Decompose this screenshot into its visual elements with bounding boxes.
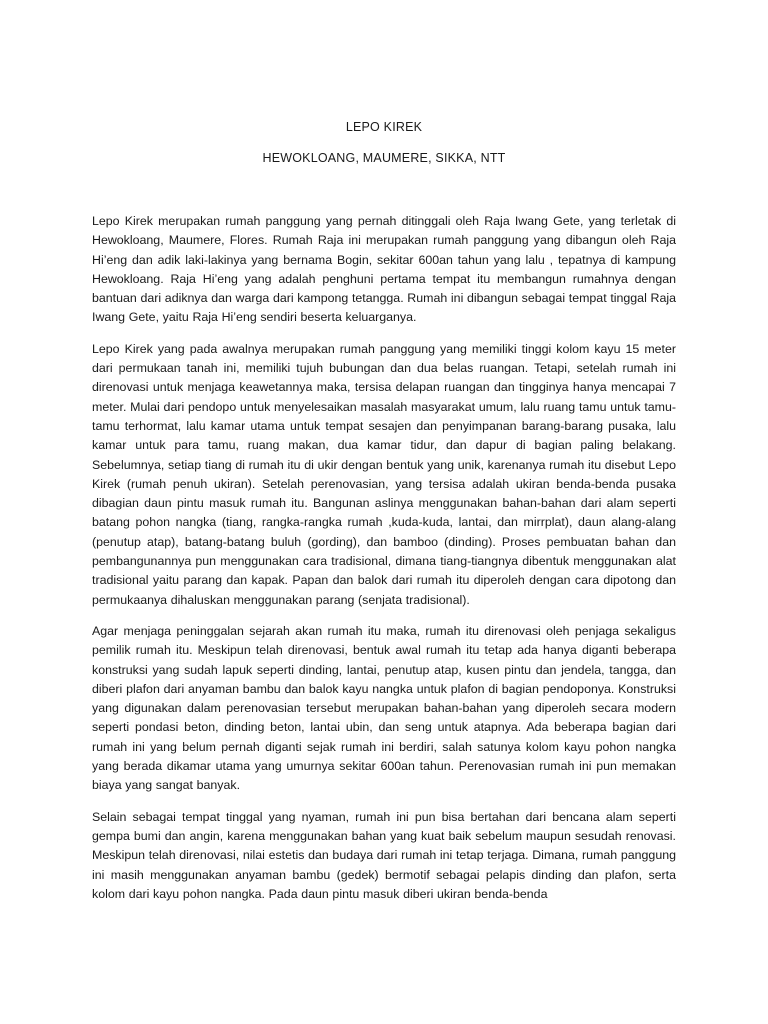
paragraph-4: Selain sebagai tempat tinggal yang nyaman, rumah ini pun bisa bertahan dari bencana alam seperti gempa bumi dan angin, karena menggunakan bahan yang kuat baik sebelum maupun sesudah renovasi. Meskipun telah direnovasi, nilai estetis dan budaya dari rumah ini tetap terjaga. Dimana, rumah panggung ini masih menggunakan anyaman bambu (gedek) bermotif sebagai pelapis dinding dan plafon, serta kolom dari kayu pohon nangka. Pada daun pintu masuk diberi ukiran benda-benda bbox=[92, 809, 676, 901]
document-title: LEPO KIREK bbox=[345, 120, 423, 134]
paragraph-2: Lepo Kirek yang pada awalnya merupakan rumah panggung yang memiliki tinggi kolom kayu 15 meter dari permukaan tanah ini, memiliki tujuh bubungan dan dua belas ruangan. Tetapi, setelah rumah ini direnovasi untuk menjaga keawetannya maka, tersisa delapan ruangan dan tingginya hanya mencapai 7 meter. Mulai dari pendopo untuk menyelesaikan masalah masyarakat umum, lalu ruang tamu untuk tamu-tamu terhormat, lalu kamar utama untuk tempat sesajen dan penyimpanan barang-barang pusaka, lalu kamar untuk para tamu, ruang makan, dua kamar tidur, dan dapur di bagian paling belakang. Sebelumnya, setiap tiang di rumah itu di ukir dengan bentuk yang unik, karenanya rumah itu disebut Lepo Kirek (rumah penuh ukiran). Setelah perenovasian, yang tersisa adalah ukiran benda-benda pusaka dibagian daun pintu masuk rumah itu. Bangunan aslinya menggunakan bahan-bahan dari alam seperti batang pohon nangka (tiang, rangka-rangka rumah ,kuda-kuda, lantai, dan mirrplat), daun alang-alang (penutup atap), batang-batang buluh (gording), dan bamboo (dinding). Proses pembuatan bahan dan pembangunannya pun menggunakan cara tradisional, dimana tiang-tiangnya dibentuk menggunakan alat tradisional yaitu parang dan kapak. Papan dan balok dari rumah itu diperoleh dengan cara dipotong dan permukaanya dihaluskan menggunakan parang (senjata tradisional). bbox=[92, 341, 676, 607]
paragraph-1: Lepo Kirek merupakan rumah panggung yang pernah ditinggali oleh Raja Iwang Gete, yang terletak di Hewokloang, Maumere, Flores. Rumah Raja ini merupakan rumah panggung yang dibangun oleh Raja Hi’eng dan adik laki-lakinya yang bernama Bogin, sekitar 600an tahun yang lalu , tepatnya di kampung Hewokloang. Raja Hi’eng yang adalah penghuni pertama tempat itu membangun rumahnya dengan bantuan dari adiknya dan warga dari kampong tetangga. Rumah ini dibangun sebagai tempat tinggal Raja Iwang Gete, yaitu Raja Hi’eng sendiri beserta keluarganya. bbox=[92, 214, 676, 325]
document-subtitle: HEWOKLOANG, MAUMERE, SIKKA, NTT bbox=[262, 151, 506, 165]
paragraph-3: Agar menjaga peninggalan sejarah akan rumah itu maka, rumah itu direnovasi oleh penjaga sekaligus pemilik rumah itu. Meskipun telah direnovasi, bentuk awal rumah itu tetap ada hanya diganti beberapa konstruksi yang sudah lapuk seperti dinding, lantai, penutup atap, kusen pintu dan jendela, tangga, dan diberi plafon dari anyaman bambu dan balok kayu nangka untuk plafon di bagian pendoponya. Konstruksi yang digunakan dalam perenovasian tersebut merupakan bahan-bahan yang diperoleh secara modern seperti pondasi beton, dinding beton, lantai ubin, dan seng untuk atapnya. Ada beberapa bagian dari rumah ini yang belum pernah diganti sejak rumah ini berdiri, salah satunya kolom kayu pohon nangka yang berada dikamar utama yang umurnya sekitar 600an tahun. Perenovasian rumah ini pun memakan biaya yang sangat banyak. bbox=[92, 623, 676, 793]
